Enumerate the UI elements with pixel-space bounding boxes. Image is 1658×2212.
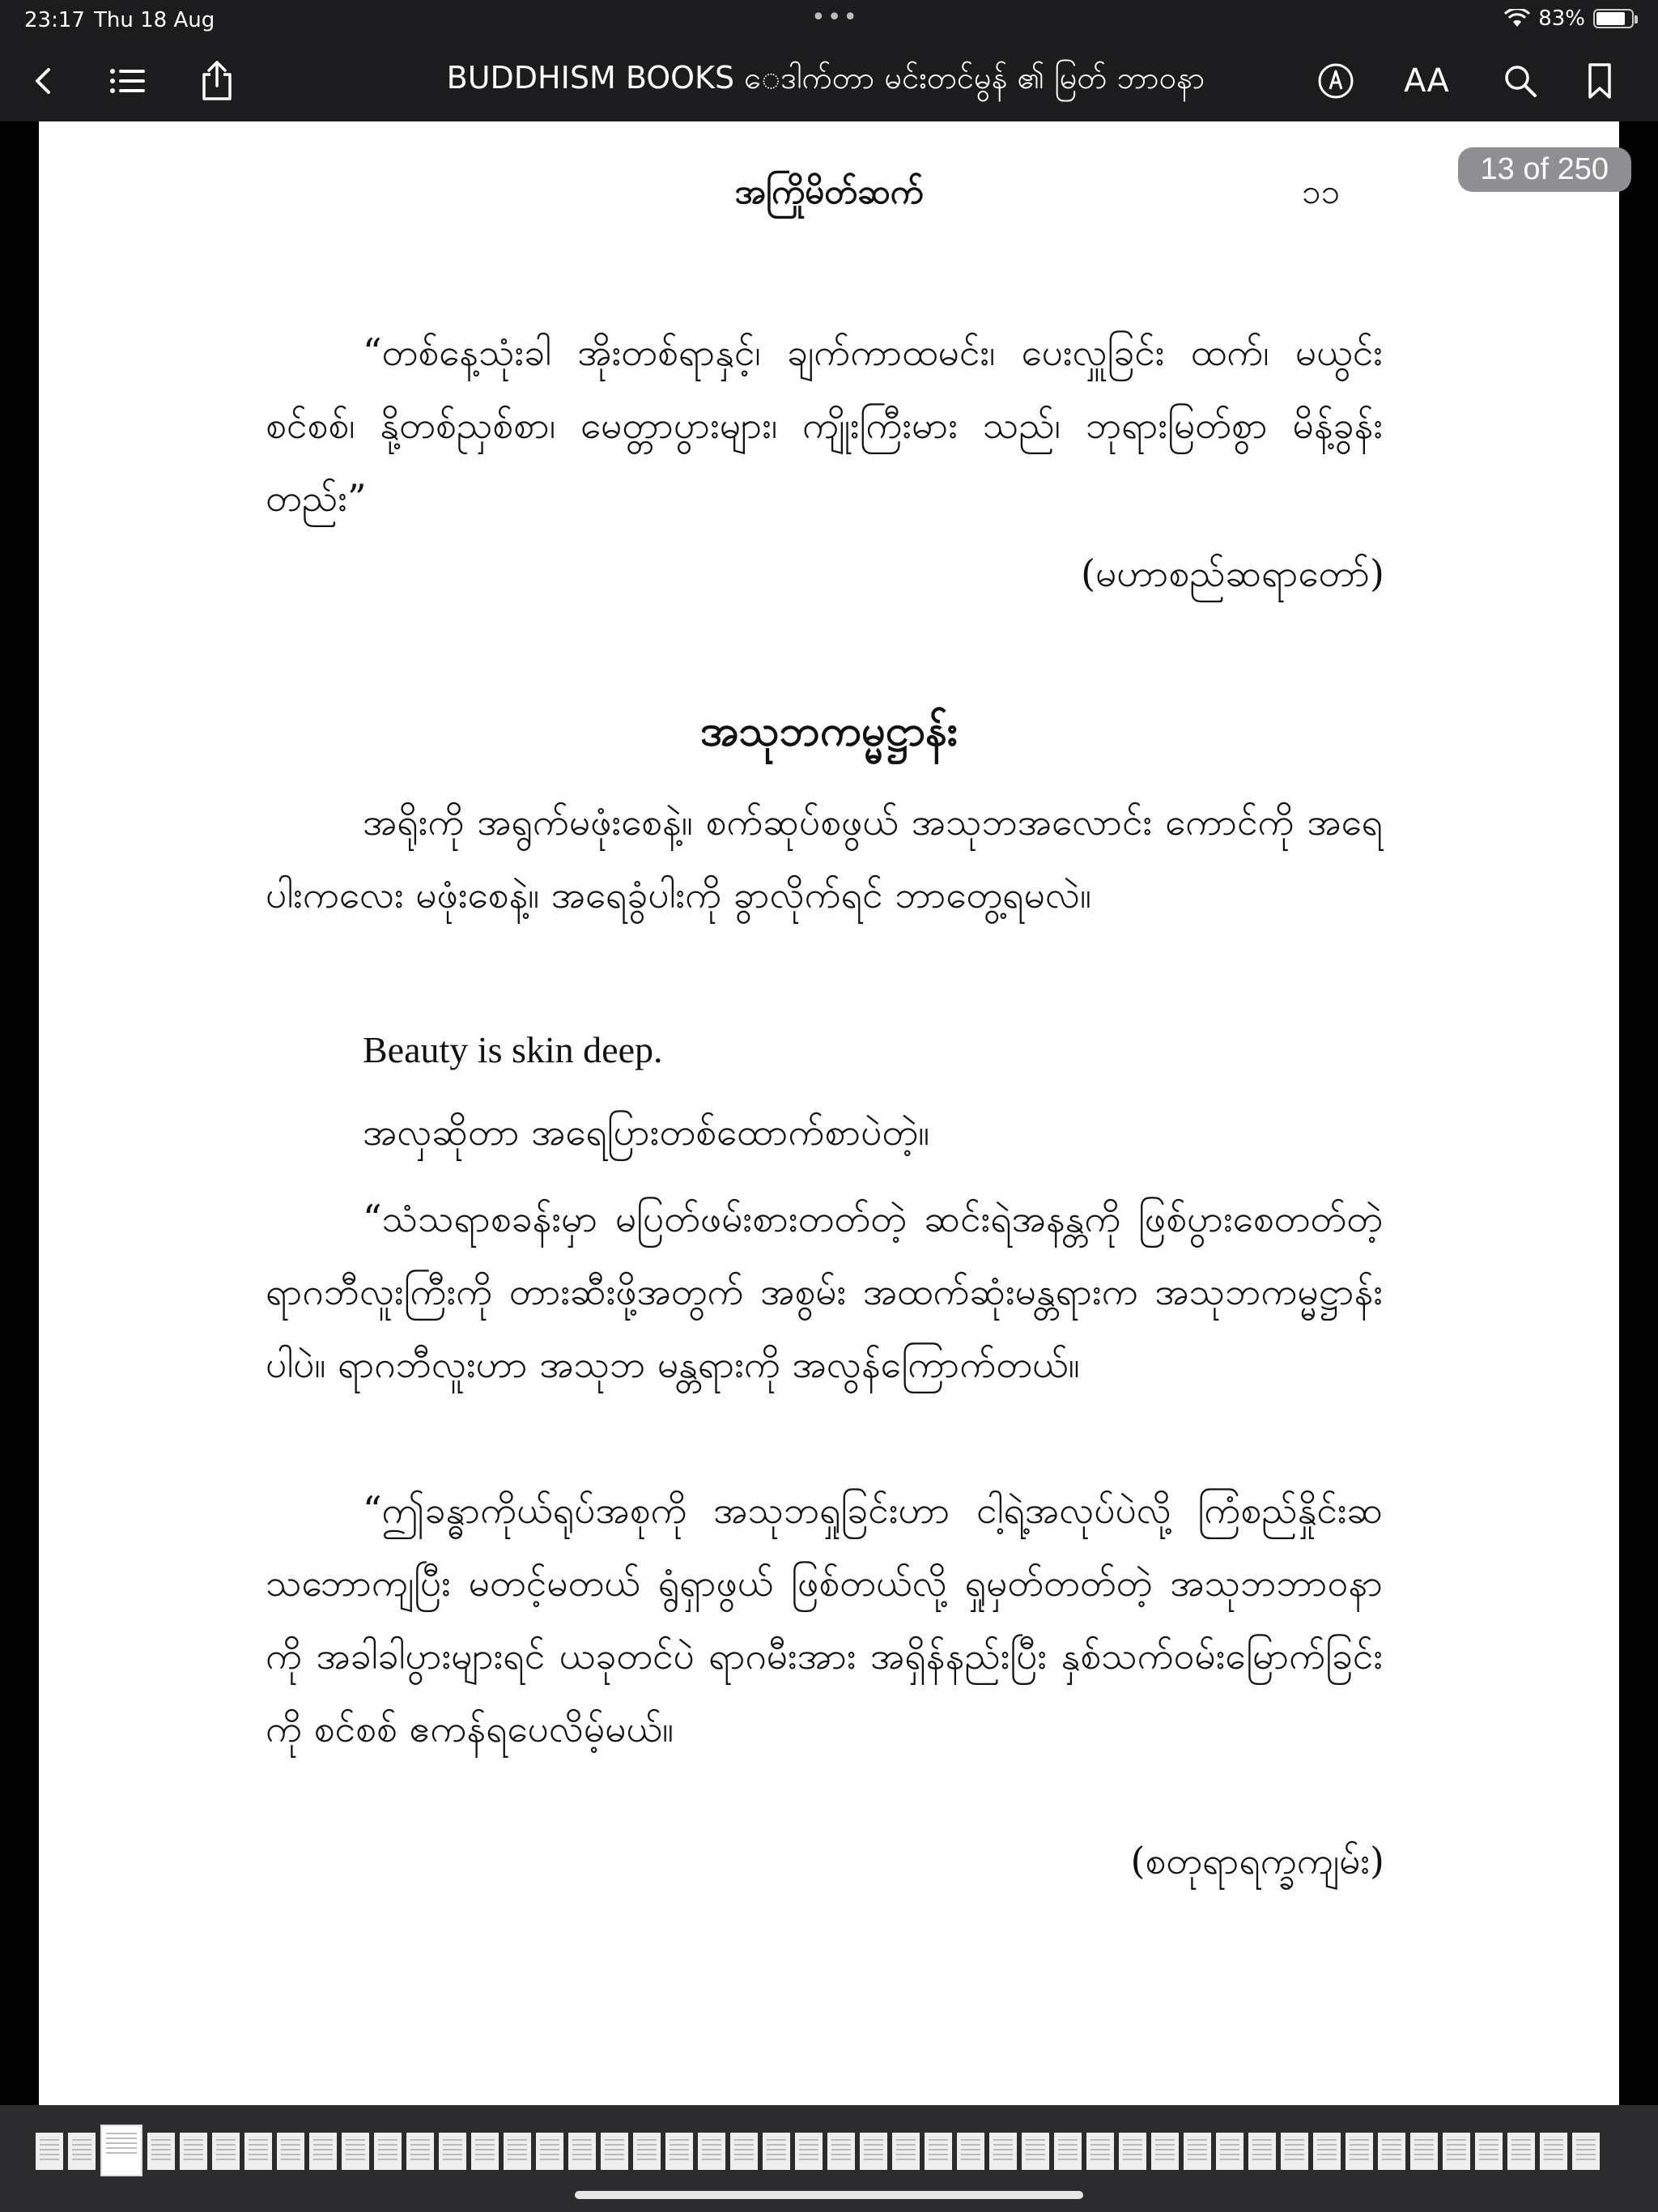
page-thumbnail[interactable] [36,2133,63,2170]
page-thumbnail[interactable] [180,2133,207,2170]
page-thumbnail[interactable] [601,2133,628,2170]
page-thumbnail[interactable] [698,2133,725,2170]
page-thumbnail[interactable] [730,2133,758,2170]
page-thumbnail[interactable] [1346,2133,1373,2170]
body-paragraph: “ဤခန္ဓာကိုယ်ရုပ်အစုကို အသုဘရှုခြင်းဟာ ငါ့ရဲ့အလုပ်ပဲလို့ ကြံစည်နှိုင်းဆ သဘောကျပြီး မတင့်မတယ် ရွံရှာဖွယ် ဖြစ်တယ်လို့ ရှုမှတ်တတ်တဲ့ အသုဘဘာဝနာကို အခါခါပွားများရင် ယခုတင်ပဲ ရာဂမီးအား အရှိန်နည်းပြီး နှစ်သက်ဝမ်းမြောက်ခြင်းကို စင်စစ် ဧကန်ရပေလိမ့်မယ်။ [266,1488,1383,1750]
text-size-icon[interactable] [1401,55,1452,107]
page-thumbnail[interactable] [1184,2133,1211,2170]
page-thumbnail[interactable] [1119,2133,1146,2170]
page-thumbnail[interactable] [925,2133,952,2170]
page-thumbnail[interactable] [471,2133,499,2170]
page-thumbnail[interactable] [1086,2133,1114,2170]
markup-icon[interactable] [1310,55,1362,107]
page-thumbnail[interactable] [763,2133,790,2170]
status-bar [0,0,1658,40]
text-size-label: AA [1404,62,1449,100]
page-thumbnail[interactable] [244,2133,272,2170]
page-thumbnail[interactable] [665,2133,693,2170]
page-thumbnail[interactable] [504,2133,531,2170]
list-icon[interactable] [102,55,154,107]
page-thumbnail[interactable] [1378,2133,1405,2170]
page-thumbnail[interactable] [277,2133,304,2170]
page-thumbnail[interactable] [1022,2133,1049,2170]
page-thumbnail[interactable] [1216,2133,1244,2170]
source-attribution: (စတုရာရက္ခကျမ်း) [1130,1839,1384,1882]
page-thumbnail[interactable] [147,2133,175,2170]
page-thumbnail[interactable] [1248,2133,1276,2170]
status-date: Thu 18 Aug [94,8,215,32]
page-thumbnail[interactable] [860,2133,887,2170]
search-icon[interactable] [1494,55,1546,107]
back-icon[interactable] [18,55,70,107]
page-thumbnail[interactable] [892,2133,920,2170]
page-thumbnail[interactable] [957,2133,984,2170]
home-indicator[interactable] [575,2191,1083,2199]
page-thumbnail[interactable] [406,2133,434,2170]
page-thumbnail[interactable] [100,2125,142,2176]
battery-percent: 83% [1538,6,1585,31]
share-icon[interactable] [191,55,243,107]
page-thumbnail[interactable] [1572,2133,1600,2170]
page-thumbnail[interactable] [1151,2133,1179,2170]
running-head-title: အကြိုမိတ်ဆက် [734,172,924,211]
document-title: BUDDHISM BOOKS ေဒါက်တာ မင်းတင်မွန် ၏ မြတ် ဘာဝနာ [446,60,1205,96]
body-paragraph: “သံသရာစခန်းမှာ မပြတ်ဖမ်းစားတတ်တဲ့ ဆင်းရဲအနန္တကို ဖြစ်ပွားစေတတ်တဲ့ ရာဂဘီလူးကြီးကို တားဆီးဖို့အတွက် အစွမ်း အထက်ဆုံးမန္တရားက အသုဘကမ္မဋ္ဌာန်းပါပဲ။ ရာဂဘီလူးဟာ အသုဘ မန္တရားကို အလွန်ကြောက်တယ်။ [266,1197,1383,1386]
pdf-page[interactable] [39,121,1619,2105]
page-thumbnail[interactable] [989,2133,1017,2170]
page-thumbnail[interactable] [1281,2133,1308,2170]
body-paragraph: အရိုးကို အရွက်မဖုံးစေနဲ့။ စက်ဆုပ်စဖွယ် အသုဘအလောင်း ကောင်ကို အရေပါးကလေး မဖုံးစေနဲ့။ အရေခွံပါးကို ခွာလိုက်ရင် ဘာတွေ့ရမလဲ။ [266,800,1383,917]
page-indicator: 13 of 250 [1458,147,1631,192]
battery-icon [1593,9,1634,28]
wifi-icon [1504,9,1530,28]
page-thumbnail[interactable] [1540,2133,1567,2170]
english-quote: Beauty is skin deep. [363,1029,663,1070]
reader-toolbar [0,40,1658,121]
page-number: ၁၁ [1302,172,1341,211]
page-thumbnail[interactable] [68,2133,96,2170]
multitasking-dots-icon[interactable]: ••• [811,3,860,32]
page-thumbnail[interactable] [795,2133,823,2170]
status-right [1504,6,1634,31]
page-thumbnail[interactable] [439,2133,466,2170]
page-thumbnail[interactable] [1410,2133,1438,2170]
page-thumbnail[interactable] [1507,2133,1535,2170]
page-thumbnail[interactable] [633,2133,661,2170]
page-thumbnail[interactable] [568,2133,596,2170]
thumbnail-list[interactable] [36,2133,1622,2172]
page-thumbnail[interactable] [1313,2133,1341,2170]
page-thumbnail[interactable] [1443,2133,1470,2170]
page-thumbnail[interactable] [374,2133,402,2170]
page-thumbnail[interactable] [342,2133,369,2170]
page-thumbnail[interactable] [212,2133,240,2170]
page-thumbnail[interactable] [827,2133,855,2170]
page-thumbnail[interactable] [1054,2133,1082,2170]
status-time: 23:17 [24,8,85,32]
page-thumbnail[interactable] [1475,2133,1503,2170]
section-heading: အသုဘကမ္မဋ္ဌာန်း [699,706,959,755]
body-line: အလှဆိုတာ အရေပြားတစ်ထောက်စာပဲတဲ့။ [363,1110,930,1154]
bookmark-icon[interactable] [1574,55,1626,107]
page-thumbnail[interactable] [536,2133,563,2170]
quote-paragraph: “တစ်နေ့သုံးခါ အိုးတစ်ရာနှင့်၊ ချက်ကာထမင်း၊ ပေးလှူခြင်း ထက်၊ မယွင်းစင်စစ်၊ နို့တစ်ညှစ်စာ၊ မေတ္တာပွားများ၊ ကျိုးကြီးမား သည်၊ ဘုရားမြတ်စွာ မိန့်ခွန်းတည်း” [266,330,1383,520]
page-thumbnail[interactable] [309,2133,337,2170]
quote-attribution: (မဟာစည်ဆရာတော်) [1081,551,1384,595]
